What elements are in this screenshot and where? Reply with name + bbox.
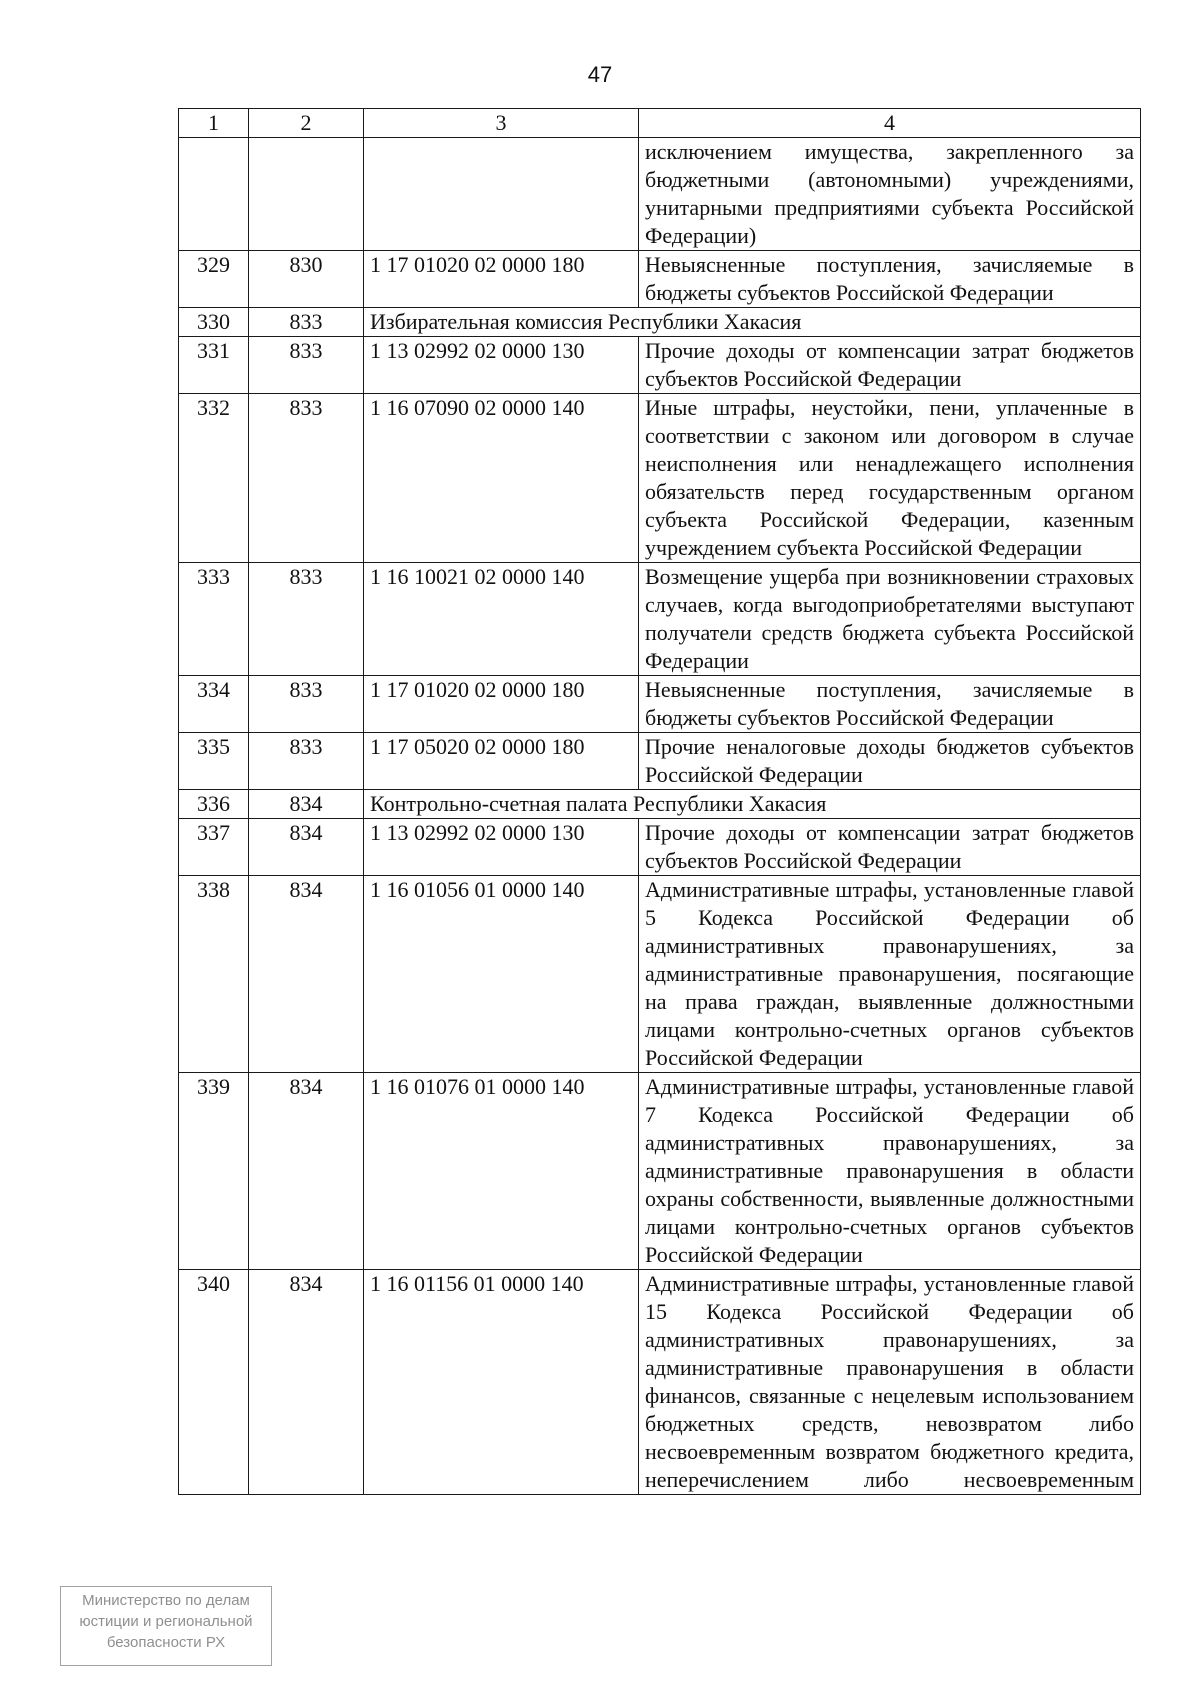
revenue-description: Прочие неналоговые доходы бюджетов субъектов Российской Федерации xyxy=(639,733,1141,790)
revenue-code: 1 17 01020 02 0000 180 xyxy=(364,676,639,733)
organization-row xyxy=(179,790,1141,819)
row-number: 336 xyxy=(179,790,249,819)
admin-code: 833 xyxy=(249,563,364,676)
page-number: 47 xyxy=(587,62,613,87)
table-row xyxy=(179,138,1141,251)
row-number: 337 xyxy=(179,819,249,876)
admin-code: 834 xyxy=(249,1073,364,1270)
table-row xyxy=(179,676,1141,733)
table-row xyxy=(179,563,1141,676)
revenue-description: Прочие доходы от компенсации затрат бюджетов субъектов Российской Федерации xyxy=(639,337,1141,394)
row-number: 330 xyxy=(179,308,249,337)
revenue-description: Иные штрафы, неустойки, пени, уплаченные в соответствии с законом или договором в случае неисполнения или ненадлежащего исполнения обязательств перед государственным органом субъекта Российской Федерации, казенным учреждением субъекта Российской Федерации xyxy=(639,394,1141,563)
row-number: 331 xyxy=(179,337,249,394)
revenue-code: 1 17 05020 02 0000 180 xyxy=(364,733,639,790)
row-number: 332 xyxy=(179,394,249,563)
table-row xyxy=(179,819,1141,876)
revenue-description: Административные штрафы, установленные главой 7 Кодекса Российской Федерации об административных правонарушениях, за административные правонарушения в области охраны собственности, выявленные должностными лицами контрольно-счетных органов субъектов Российской Федерации xyxy=(639,1073,1141,1270)
admin-code: 834 xyxy=(249,790,364,819)
stamp-line: юстиции и региональной xyxy=(79,1613,253,1630)
revenue-description: Административные штрафы, установленные главой 5 Кодекса Российской Федерации об административных правонарушениях, за административные правонарушения, посягающие на права граждан, выявленные должностными лицами контрольно-счетных органов субъектов Российской Федерации xyxy=(639,876,1141,1073)
column-header-2: 2 xyxy=(249,109,364,138)
table-row xyxy=(179,1073,1141,1270)
revenue-code: 1 13 02992 02 0000 130 xyxy=(364,337,639,394)
stamp-line: безопасности РХ xyxy=(106,1634,226,1651)
admin-code: 834 xyxy=(249,1270,364,1495)
admin-code: 834 xyxy=(249,876,364,1073)
revenue-code: 1 16 07090 02 0000 140 xyxy=(364,394,639,563)
table-row xyxy=(179,251,1141,308)
revenue-code: 1 16 01076 01 0000 140 xyxy=(364,1073,639,1270)
revenue-code xyxy=(364,138,639,251)
organization-row xyxy=(179,308,1141,337)
revenue-description: Невыясненные поступления, зачисляемые в бюджеты субъектов Российской Федерации xyxy=(639,251,1141,308)
organization-name: Избирательная комиссия Республики Хакасия xyxy=(364,308,1141,337)
revenue-description: Прочие доходы от компенсации затрат бюджетов субъектов Российской Федерации xyxy=(639,819,1141,876)
admin-code: 833 xyxy=(249,337,364,394)
admin-code: 833 xyxy=(249,394,364,563)
table-row xyxy=(179,337,1141,394)
organization-name: Контрольно-счетная палата Республики Хакасия xyxy=(364,790,1141,819)
column-header-3: 3 xyxy=(364,109,639,138)
revenue-code: 1 17 01020 02 0000 180 xyxy=(364,251,639,308)
row-number: 340 xyxy=(179,1270,249,1495)
row-number: 338 xyxy=(179,876,249,1073)
revenue-code: 1 16 01156 01 0000 140 xyxy=(364,1270,639,1495)
revenue-description: Невыясненные поступления, зачисляемые в бюджеты субъектов Российской Федерации xyxy=(639,676,1141,733)
admin-code: 833 xyxy=(249,308,364,337)
revenue-codes-table xyxy=(178,108,1141,1495)
stamp-line: Министерство по делам xyxy=(82,1592,250,1609)
revenue-code: 1 16 01056 01 0000 140 xyxy=(364,876,639,1073)
revenue-code: 1 13 02992 02 0000 130 xyxy=(364,819,639,876)
revenue-description: исключением имущества, закрепленного за бюджетными (автономными) учреждениями, унитарными предприятиями субъекта Российской Федерации) xyxy=(639,138,1141,251)
table-row xyxy=(179,1270,1141,1495)
admin-code: 834 xyxy=(249,819,364,876)
table-row xyxy=(179,733,1141,790)
row-number xyxy=(179,138,249,251)
admin-code: 830 xyxy=(249,251,364,308)
column-header-1: 1 xyxy=(179,109,249,138)
column-header-4: 4 xyxy=(639,109,1141,138)
revenue-code: 1 16 10021 02 0000 140 xyxy=(364,563,639,676)
row-number: 334 xyxy=(179,676,249,733)
table-row xyxy=(179,394,1141,563)
registration-stamp xyxy=(60,1586,272,1666)
admin-code: 833 xyxy=(249,733,364,790)
table-header-row xyxy=(179,109,1141,138)
row-number: 333 xyxy=(179,563,249,676)
revenue-description: Административные штрафы, установленные главой 15 Кодекса Российской Федерации об административных правонарушениях, за административные правонарушения в области финансов, связанные с нецелевым использованием бюджетных средств, невозвратом либо несвоевременным возвратом бюджетного кредита, неперечислением либо несвоевременным xyxy=(639,1270,1141,1495)
row-number: 329 xyxy=(179,251,249,308)
admin-code xyxy=(249,138,364,251)
admin-code: 833 xyxy=(249,676,364,733)
row-number: 339 xyxy=(179,1073,249,1270)
row-number: 335 xyxy=(179,733,249,790)
revenue-description: Возмещение ущерба при возникновении страховых случаев, когда выгодоприобретателями выступают получатели средств бюджета субъекта Российской Федерации xyxy=(639,563,1141,676)
table-row xyxy=(179,876,1141,1073)
